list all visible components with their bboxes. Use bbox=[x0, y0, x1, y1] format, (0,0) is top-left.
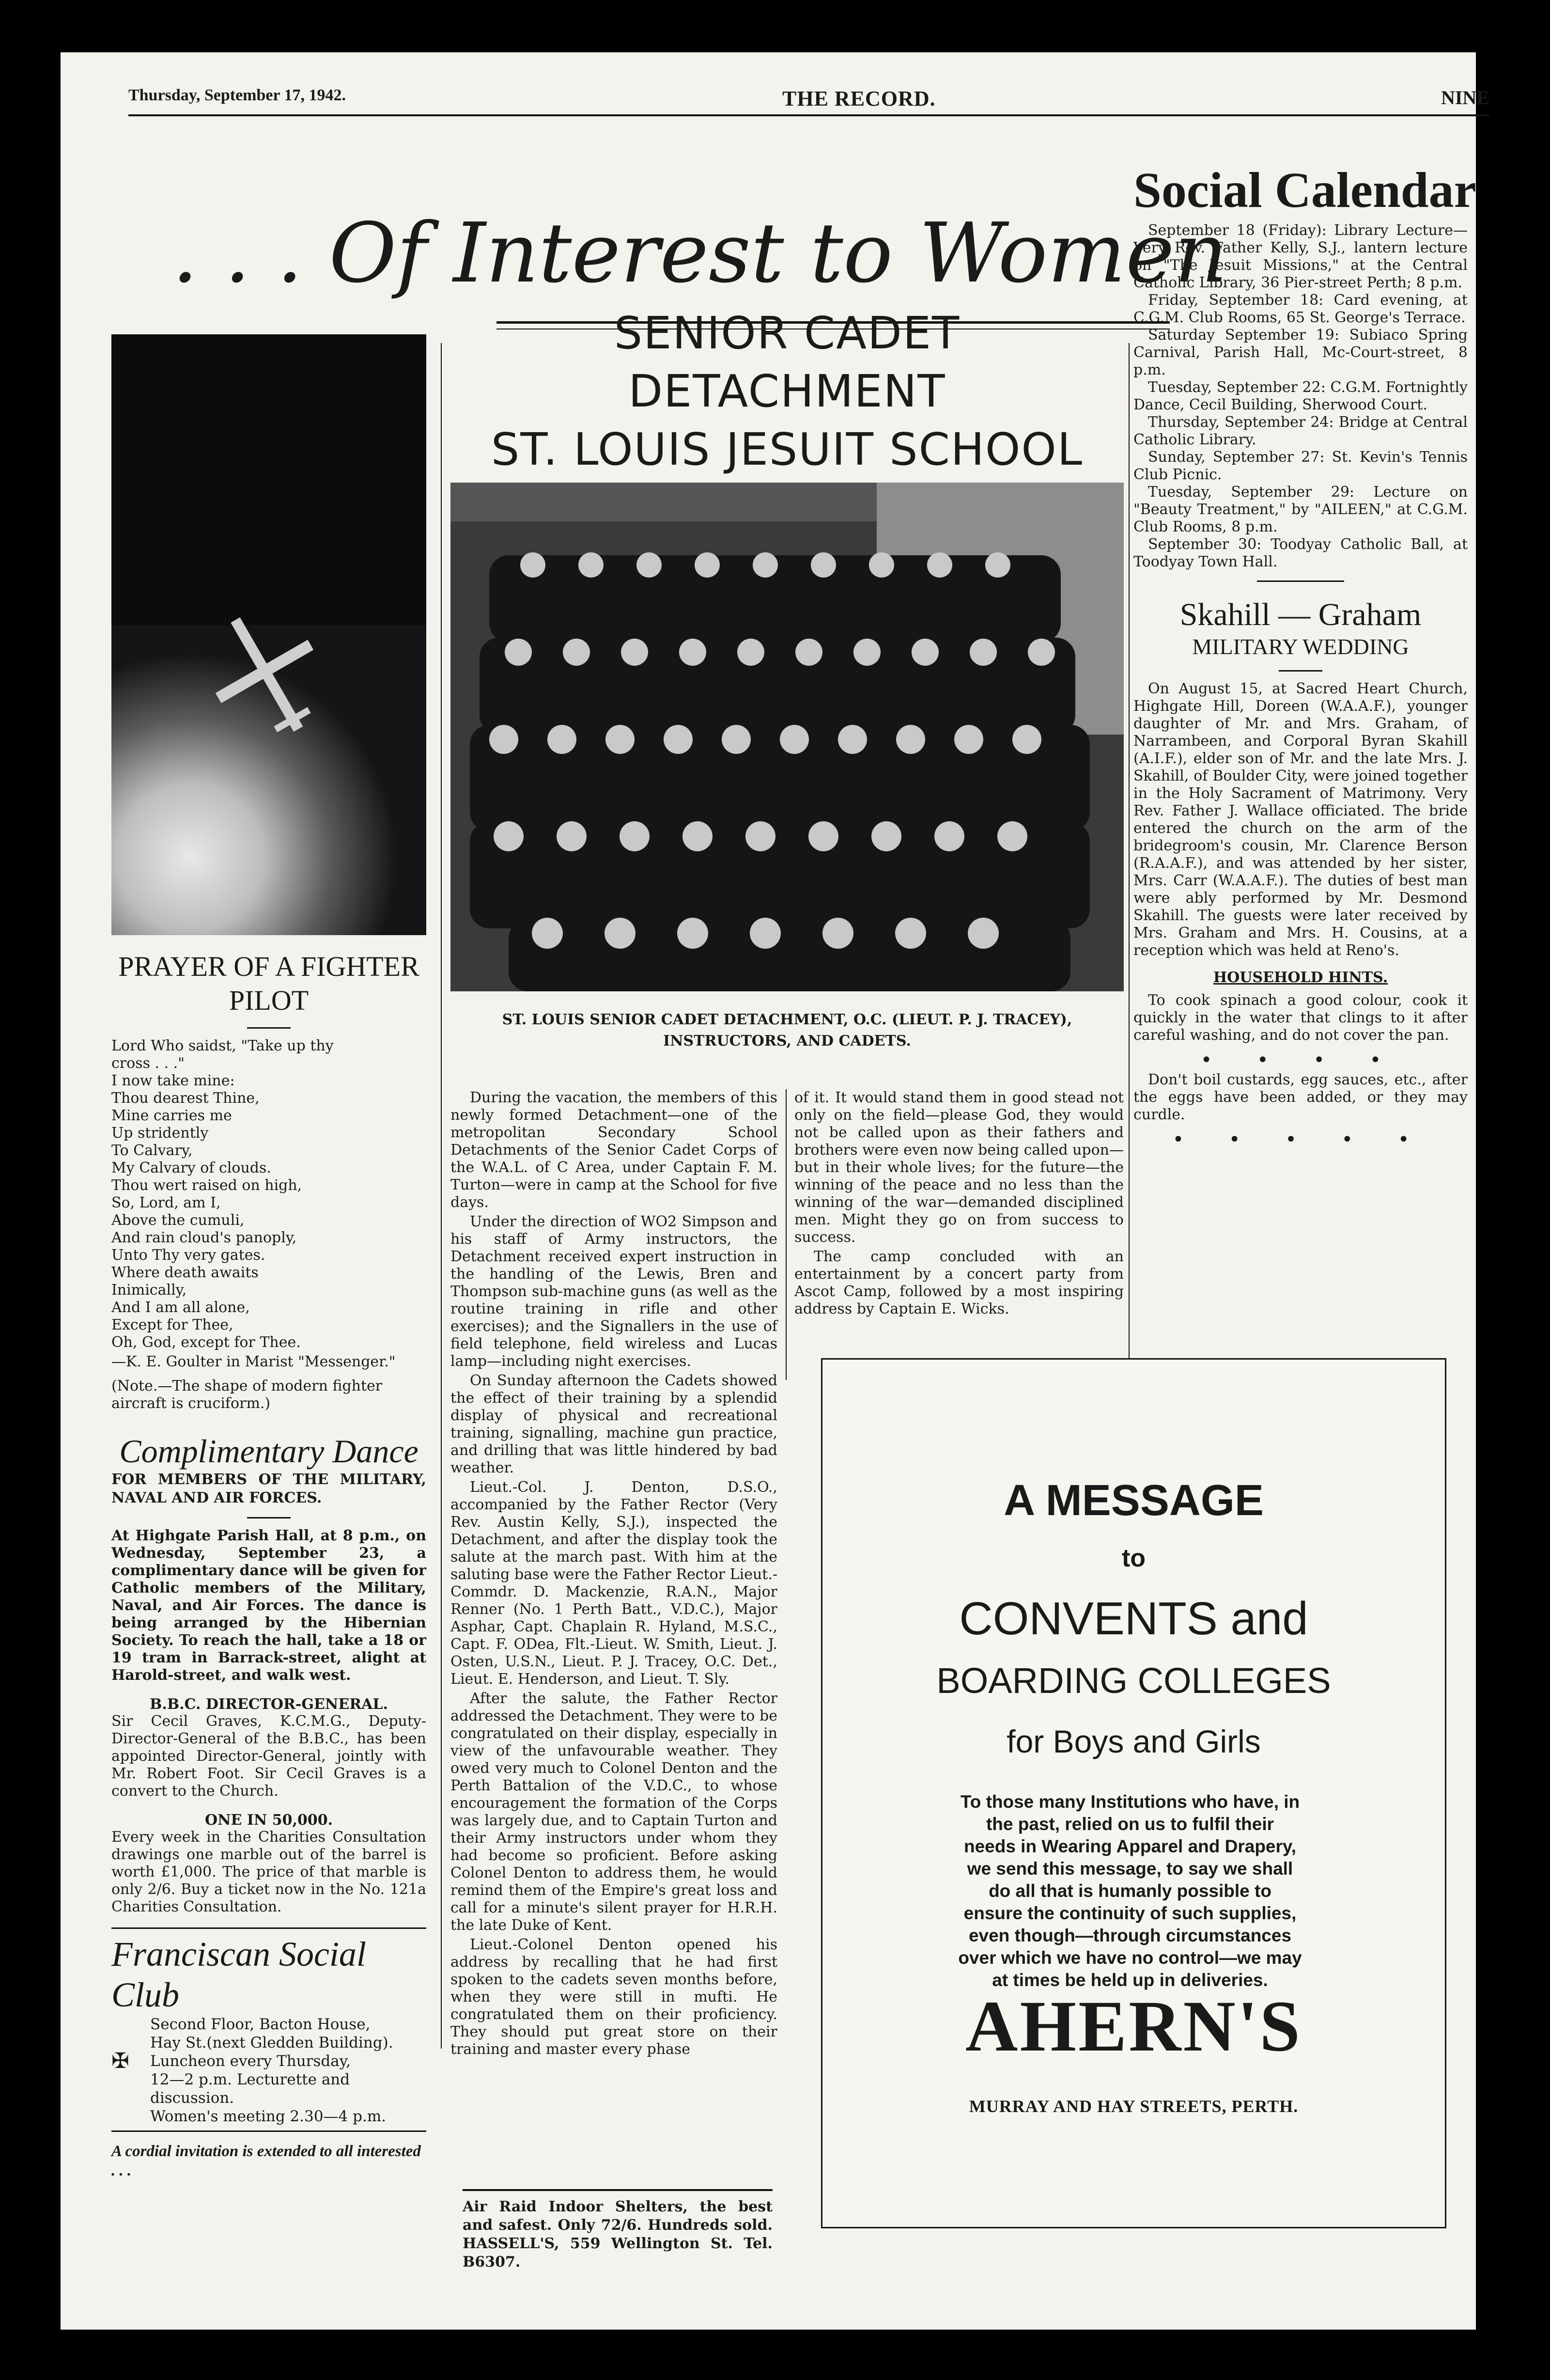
bbc-title: B.B.C. DIRECTOR-GENERAL. bbox=[150, 1696, 388, 1713]
column-rule bbox=[786, 1089, 787, 1380]
poem-line: Thou dearest Thine, bbox=[111, 1090, 260, 1107]
cordial-invitation: A cordial invitation is extended to all interested . . . bbox=[111, 2143, 421, 2179]
calendar-item: September 18 (Friday): Library Lecture—Very Rev. Father Kelly, S.J., lantern lecture on "The Jesuit Missions," at the Central Catholic Library, 36 Pier-street Perth; 8 p.m. bbox=[1133, 222, 1468, 291]
cadet-headline-2: ST. LOUIS JESUIT SCHOOL bbox=[491, 423, 1084, 475]
poem-line: Inimically, bbox=[111, 1282, 187, 1299]
page-number: NINE bbox=[1441, 87, 1489, 109]
calendar-item: Saturday September 19: Subiaco Spring Carnival, Parish Hall, Mc-Court-street, 8 p.m. bbox=[1133, 327, 1468, 378]
franciscan-club-notice bbox=[111, 1927, 426, 2132]
calendar-item: Friday, September 18: Card evening, at C.G.M. Club Rooms, 65 St. George's Terrace. bbox=[1133, 292, 1468, 326]
folio-line bbox=[128, 86, 1489, 115]
poem-credit: —K. E. Goulter in Marist "Messenger." bbox=[111, 1353, 396, 1370]
right-column bbox=[1133, 159, 1476, 1151]
poem-line: And I am all alone, bbox=[111, 1299, 250, 1316]
article-paragraph: Under the direction of WO2 Simpson and his staff of Army instructors, the Detachment received expert instruction in the handling of the Lewis, Bren and Thompson sub-machine guns (as well as the routine training in rifle and other exercises); and the Signallers in the use of field telephone, field wireless and Lucas lamp—including night exercises. bbox=[450, 1213, 777, 1370]
article-paragraph: The camp concluded with an entertainment by a concert party from Ascot Camp, followed by a most inspiring address by Captain E. Wicks. bbox=[794, 1248, 1124, 1317]
franciscan-line: discussion. bbox=[150, 2089, 234, 2107]
divider bbox=[1279, 670, 1322, 672]
poem-line: Unto Thy very gates. bbox=[111, 1247, 265, 1264]
household-hint: Don't boil custards, egg sauces, etc., after the eggs have been added, or they may curdle. bbox=[1133, 1071, 1468, 1123]
poem-line: Above the cumuli, bbox=[111, 1212, 245, 1229]
dot-separator: • • • • • bbox=[1172, 1128, 1429, 1151]
one-in-50000-title: ONE IN 50,000. bbox=[204, 1812, 333, 1829]
dance-subtitle: FOR MEMBERS OF THE MILITARY, NAVAL AND AIR FORCES. bbox=[111, 1471, 426, 1506]
cadet-headline-1: SENIOR CADET DETACHMENT bbox=[614, 307, 961, 417]
ad-to: to bbox=[1121, 1544, 1146, 1572]
column-rule bbox=[441, 343, 442, 2049]
poem-line: Mine carries me bbox=[111, 1107, 232, 1124]
poem-line: Up stridently bbox=[111, 1125, 209, 1142]
household-hint: To cook spinach a good colour, cook it quickly in the water that clings to it after careful washing, and do not cover the pan. bbox=[1133, 992, 1468, 1044]
ad-brand: AHERN'S bbox=[965, 1986, 1302, 2067]
paper-name: THE RECORD. bbox=[782, 87, 936, 110]
article-paragraph: On Sunday afternoon the Cadets showed the effect of their training by a splendid display of physical and recreational training, signalling, machine gun practice, and drilling that was little hindered by bad weather. bbox=[450, 1372, 777, 1476]
divider bbox=[1257, 580, 1344, 582]
article-paragraph: Lieut.-Col. J. Denton, D.S.O., accompanied by the Father Rector (Very Rev. Austin Kelly, S.J.), inspected the Detachment, and after the display took the salute at the march past. With him at the saluting base were the Father Rector Lieut.-Commdr. D. Mackenzie, R.A.N., Major Renner (No. 1 Perth Batt., V.D.C.), Major Asphar, Capt. Chaplain R. Hyland, M.S.C., Capt. F. ODea, Flt.-Lieut. W. Smith, Lieut. J. Osten, U.S.N., Lieut. P. J. Tracey, O.C. Det., Lieut. E. Henderson, and Lieut. T. Sly. bbox=[450, 1479, 777, 1688]
ad-convents: CONVENTS and bbox=[959, 1593, 1308, 1644]
household-hints-title: HOUSEHOLD HINTS. bbox=[1213, 969, 1388, 986]
franciscan-line: Women's meeting 2.30—4 p.m. bbox=[150, 2108, 387, 2125]
aherns-advertisement bbox=[821, 1358, 1446, 2228]
poem-line: cross . . ." bbox=[111, 1055, 185, 1072]
ad-headline: A MESSAGE bbox=[1004, 1476, 1264, 1525]
poem-line: Except for Thee, bbox=[111, 1316, 233, 1333]
plane-silhouette-icon bbox=[111, 334, 426, 935]
prayer-title: PRAYER OF A FIGHTER PILOT bbox=[118, 951, 419, 1016]
franciscan-line: Hay St.(next Gledden Building). bbox=[150, 2034, 393, 2051]
poem bbox=[111, 1037, 426, 1351]
ad-boarding-colleges: BOARDING COLLEGES bbox=[936, 1660, 1331, 1701]
article-paragraph: During the vacation, the members of this newly formed Detachment—one of the metropolitan Secondary School Detachments of the Senior Cadet Corps of the W.A.L. of C Area, under Captain F. M. Turton—were in camp at the School for five days. bbox=[450, 1089, 777, 1211]
franciscan-title: Franciscan Social Club bbox=[111, 1935, 366, 2014]
column-rule bbox=[1129, 343, 1130, 1399]
calendar-item: Tuesday, September 29: Lecture on "Beauty Treatment," by "AILEEN," at C.G.M. Club Rooms, 8 p.m. bbox=[1133, 484, 1468, 535]
social-calendar-title: Social Calendar bbox=[1133, 162, 1476, 218]
divider bbox=[247, 1517, 291, 1519]
section-masthead: . . . Of Interest to Women bbox=[172, 205, 1228, 301]
cadet-group-photo bbox=[450, 483, 1124, 991]
cadet-article-column-1 bbox=[450, 1089, 777, 2058]
calendar-item: Tuesday, September 22: C.G.M. Fortnightly Dance, Cecil Building, Sherwood Court. bbox=[1133, 379, 1468, 413]
poem-line: Lord Who saidst, "Take up thy bbox=[111, 1037, 334, 1054]
cross-icon: ✠ bbox=[111, 2049, 129, 2073]
poem-line: Thou wert raised on high, bbox=[111, 1177, 302, 1194]
ad-body: To those many Institutions who have, in the past, relied on us to fulfil their needs in Wearing Apparel and Drapery, we send this message, to say we shall do all that is humanly possible to ensure the continuity of such supplies, even though—through circumstances over which we have no control—we may at times be held up in deliveries. bbox=[958, 1792, 1302, 1990]
fighter-plane-photo bbox=[111, 334, 426, 935]
dance-title: Complimentary Dance bbox=[119, 1433, 418, 1470]
article-paragraph: After the salute, the Father Rector addressed the Detachment. They were to be congratulated on their display, especially in view of the unfavourable weather. They owed very much to Colonel Denton and the Perth Battalion of the V.D.C., to whose encouragement the formation of the Corps was largely due, and to Captain Turton and their Army instructors under whom they had become so proficient. Before asking Colonel Denton to address them, he would remind them of the Empire's great loss and call for a minute's silent prayer for H.R.H. the late Duke of Kent. bbox=[450, 1690, 777, 1934]
top-rule bbox=[128, 114, 1489, 116]
calendar-item: Sunday, September 27: St. Kevin's Tennis Club Picnic. bbox=[1133, 449, 1468, 483]
article-paragraph: Lieut.-Colonel Denton opened his address by recalling that he had first spoken to the cadets seven months before, when they were still in mufti. He congratulated them on their proficiency. They should put great store on their training and master every phase bbox=[450, 1936, 777, 2058]
poem-line: So, Lord, am I, bbox=[111, 1194, 221, 1211]
poem-line: To Calvary, bbox=[111, 1142, 193, 1159]
calendar-item: Thursday, September 24: Bridge at Central Catholic Library. bbox=[1133, 414, 1468, 448]
poem-note: (Note.—The shape of modern fighter aircraft is cruciform.) bbox=[111, 1378, 383, 1412]
franciscan-line: Second Floor, Bacton House, bbox=[150, 2016, 371, 2033]
one-in-50000-body: Every week in the Charities Consultation drawings one marble out of the barrel is worth £1,000. The price of that marble is only 2/6. Buy a ticket now in the No. 121a Charities Consultation. bbox=[111, 1829, 426, 1915]
calendar-item: September 30: Toodyay Catholic Ball, at Toodyay Town Hall. bbox=[1133, 536, 1468, 570]
franciscan-line: 12—2 p.m. Lecturette and bbox=[150, 2071, 350, 2088]
ad-for-boys-girls: for Boys and Girls bbox=[1007, 1723, 1261, 1759]
wedding-subtitle: MILITARY WEDDING bbox=[1192, 634, 1409, 659]
dot-separator: • • • • bbox=[1200, 1049, 1401, 1071]
air-raid-shelter-ad: Air Raid Indoor Shelters, the best and safest. Only 72/6. Hundreds sold. HASSELL'S, 559 Wellington St. Tel. B6307. bbox=[463, 2189, 773, 2271]
poem-line: Oh, God, except for Thee. bbox=[111, 1334, 301, 1351]
dance-body: At Highgate Parish Hall, at 8 p.m., on Wednesday, September 23, a complimentary dance will be given for Catholic members of the Military, Naval, and Air Forces. The dance is being arranged by the Hibernian Society. To reach the hall, take a 18 or 19 tram in Barrack-street, alight at Harold-street, and walk west. bbox=[111, 1527, 426, 1684]
wedding-body: On August 15, at Sacred Heart Church, Highgate Hill, Doreen (W.A.A.F.), younger daughter of Mr. and Mrs. Graham, of Narrambeen, and Corporal Byran Skahill (A.I.F.), elder son of Mr. and the late Mrs. J. Skahill, of Boulder City, were joined together in the Holy Sacrament of Matrimony. Very Rev. Father J. Wallace officiated. The bride entered the church on the arm of the bridegroom's cousin, Mr. Clarence Berson (R.A.A.F.), and was attended by her sister, Mrs. Carr (W.A.A.F.). The duties of best man were ably performed by Mr. Desmond Skahill. The guests were later received by Mrs. Graham and Mrs. H. Cousins, at a reception which was held at Reno's. bbox=[1133, 680, 1468, 959]
issue-date: Thursday, September 17, 1942. bbox=[128, 86, 346, 104]
cadet-article-column-2 bbox=[794, 1089, 1124, 1318]
cadets-image bbox=[450, 483, 1124, 991]
poem-line: And rain cloud's panoply, bbox=[111, 1229, 297, 1246]
poem-line: I now take mine: bbox=[111, 1072, 235, 1089]
cadet-photo-caption: ST. LOUIS SENIOR CADET DETACHMENT, O.C. (LIEUT. P. J. TRACEY), INSTRUCTORS, AND CADETS. bbox=[502, 1011, 1072, 1049]
poem-line: My Calvary of clouds. bbox=[111, 1159, 271, 1176]
bbc-body: Sir Cecil Graves, K.C.M.G., Deputy-Director-General of the B.B.C., has been appointed Director-General, jointly with Mr. Robert Foot. Sir Cecil Graves is a convert to the Church. bbox=[111, 1713, 426, 1800]
wedding-title: Skahill — Graham bbox=[1179, 597, 1422, 632]
newspaper-page bbox=[61, 52, 1489, 2330]
franciscan-line: ✠ Luncheon every Thursday, bbox=[111, 2049, 351, 2073]
poem-line: Where death awaits bbox=[111, 1264, 259, 1281]
ad-address: MURRAY AND HAY STREETS, PERTH. bbox=[969, 2097, 1299, 2116]
article-paragraph: of it. It would stand them in good stead not only on the field—please God, they would not be called upon as their fathers and brothers were even now being called upon—but in their whole lives; for the future—the winning of the peace and no less than the winning of the war—demanded disciplined men. Might they go on from success to success. bbox=[794, 1089, 1124, 1246]
left-column bbox=[111, 940, 426, 2180]
divider bbox=[247, 1027, 291, 1029]
